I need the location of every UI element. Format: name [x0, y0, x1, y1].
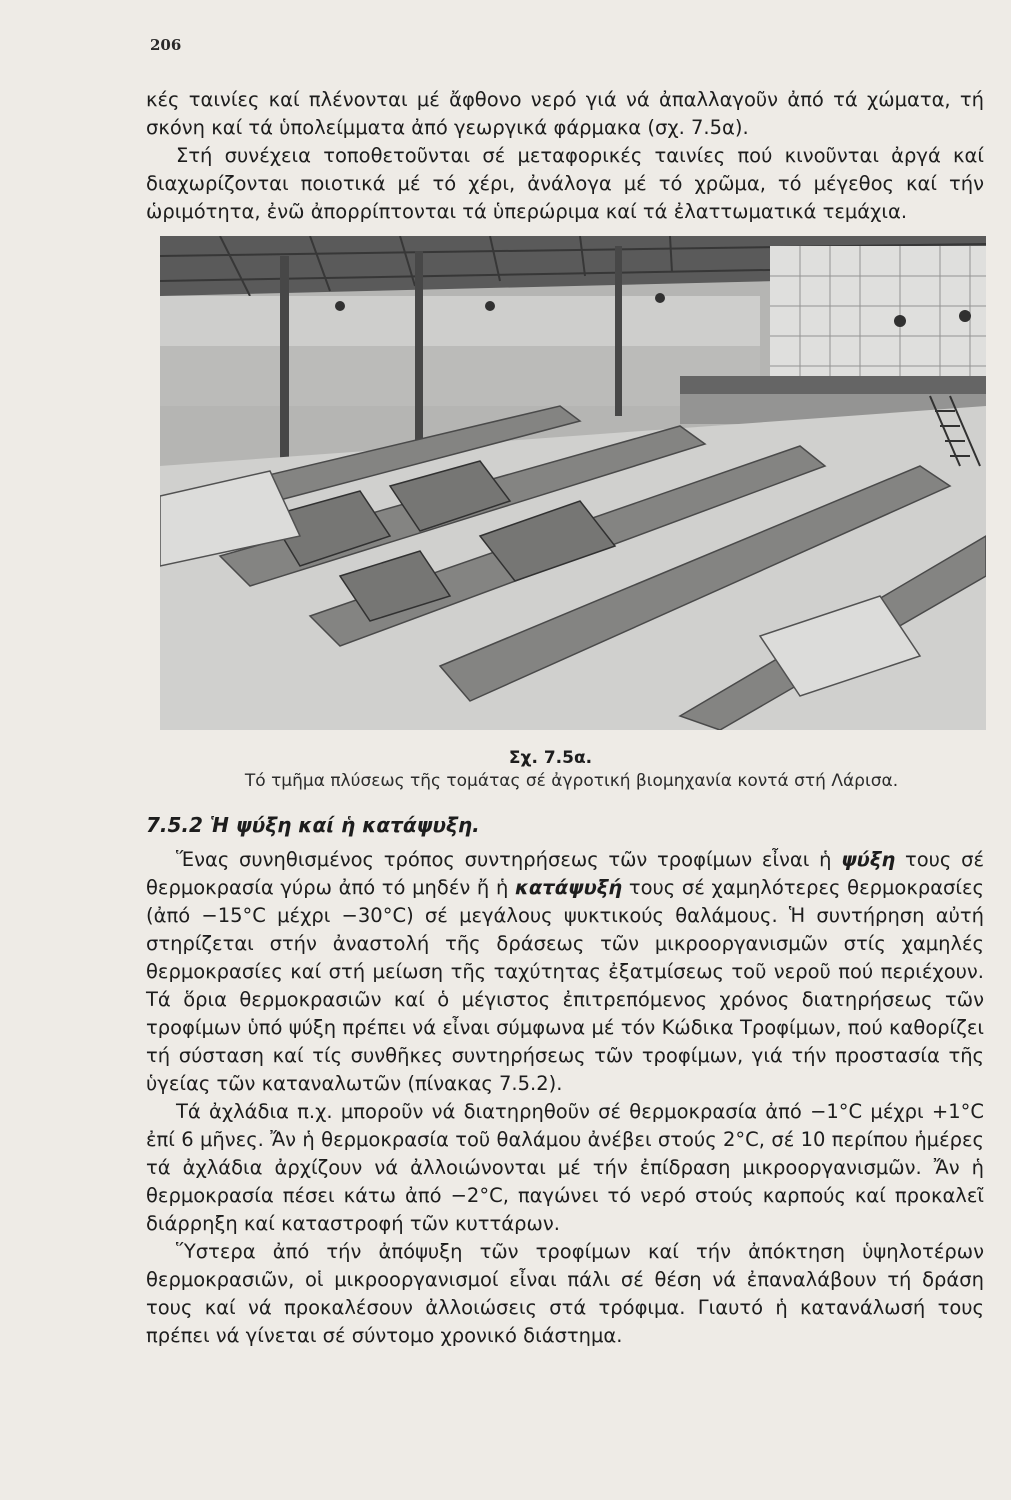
body-paragraph-1-part-b: τους σέ θερμοκρασία γύρω ἀπό τό μηδέν ἤ ἡ: [146, 848, 984, 899]
body-paragraph-1-part-a: Ἕνας συνηθισμένος τρόπος συντηρήσεως τῶν τροφίμων εἶναι ἡ: [176, 848, 842, 871]
factory-photo: [160, 236, 986, 730]
page-number: 206: [150, 36, 182, 54]
body-paragraph-3: Ὕστερα ἀπό τήν ἀπόψυξη τῶν τροφίμων καί τήν ἀπόκτηση ὑψηλοτέρων θερμοκρασιῶν, οἱ μικροοργανισμοί εἶναι πάλι σέ θέση νά ἐπαναλάβουν τή δράση τους καί νά προκαλέσουν ἀλλοιώσεις στά τρόφιμα. Γιαυτό ἡ κατανάλωσή τους πρέπει νά γίνεται σέ σύντομο χρονικό διάστημα.: [146, 1240, 984, 1347]
intro-paragraph-1: κές ταινίες καί πλένονται μέ ἄφθονο νερό γιά νά ἀπαλλαγοῦν ἀπό τά χώματα, τή σκόνη καί τά ὑπολείμματα ἀπό γεωργικά φάρμακα (σχ. 7.5α).: [146, 88, 984, 139]
section-heading: 7.5.2 Ἡ ψύξη καί ἡ κατάψυξη.: [146, 813, 480, 837]
intro-text: [146, 86, 984, 226]
intro-paragraph-2: Στή συνέχεια τοποθετοῦνται σέ μεταφορικές ταινίες πού κινοῦνται ἀργά καί διαχωρίζονται ποιοτικά μέ τό χέρι, ἀνάλογα μέ τό χρῶμα, τό μέγεθος καί τήν ὡριμότητα, ἐνῶ ἀπορρίπτονται τά ὑπερώριμα καί τά ἐλαττωματικά τεμάχια.: [146, 144, 984, 223]
emphasis-term-cooling: ψύξη: [841, 848, 896, 871]
body-paragraph-1-part-c: τους σέ χαμηλότερες θερμοκρασίες (ἀπό −15°C μέχρι −30°C) σέ μεγάλους ψυκτικούς θαλάμους. Ἡ συντήρηση αὐτή στηρίζεται στήν ἀναστολή τῆς δράσεως τῶν μικροοργανισμῶν στίς χαμηλές θερμοκρασίες καί στή μείωση τῆς ταχύτητας ἐξατμίσεως τοῦ νεροῦ πού περιέχουν. Τά ὅρια θερμοκρασιῶν καί ὁ μέγιστος ἐπιτρεπόμενος χρόνος διατηρήσεως τῶν τροφίμων ὑπό ψύξη πρέπει νά εἶναι σύμφωνα μέ τόν Κώδικα Τροφίμων, πού καθορίζει τή σύσταση καί τίς συνθῆκες συντηρήσεως τῶν τροφίμων, γιά τήν προστασία τῆς ὑγείας τῶν καταναλωτῶν (πίνακας 7.5.2).: [146, 876, 984, 1095]
factory-photo-illustration: [160, 236, 986, 730]
figure-label: Σχ. 7.5α.: [508, 748, 593, 768]
emphasis-term-freezing: κατάψυξή: [515, 876, 623, 899]
body-paragraph-1: [146, 846, 984, 1098]
body-text: [146, 846, 984, 1350]
body-paragraph-2: Τά ἀχλάδια π.χ. μποροῦν νά διατηρηθοῦν σέ θερμοκρασία ἀπό −1°C μέχρι +1°C ἐπί 6 μῆνες. Ἄν ἡ θερμοκρασία τοῦ θαλάμου ἀνέβει στούς 2°C, σέ 10 περίπου ἡμέρες τά ἀχλάδια ἀρχίζουν νά ἀλλοιώνονται μέ τήν ἐπίδραση μικροοργανισμῶν. Ἄν ἡ θερμοκρασία πέσει κάτω ἀπό −2°C, παγώνει τό νερό στούς καρπούς καί προκαλεῖ διάρρηξη καί καταστροφή τῶν κυττάρων.: [146, 1100, 984, 1235]
figure-caption: Τό τμῆμα πλύσεως τῆς τομάτας σέ ἀγροτική βιομηχανία κοντά στή Λάρισα.: [244, 771, 899, 791]
